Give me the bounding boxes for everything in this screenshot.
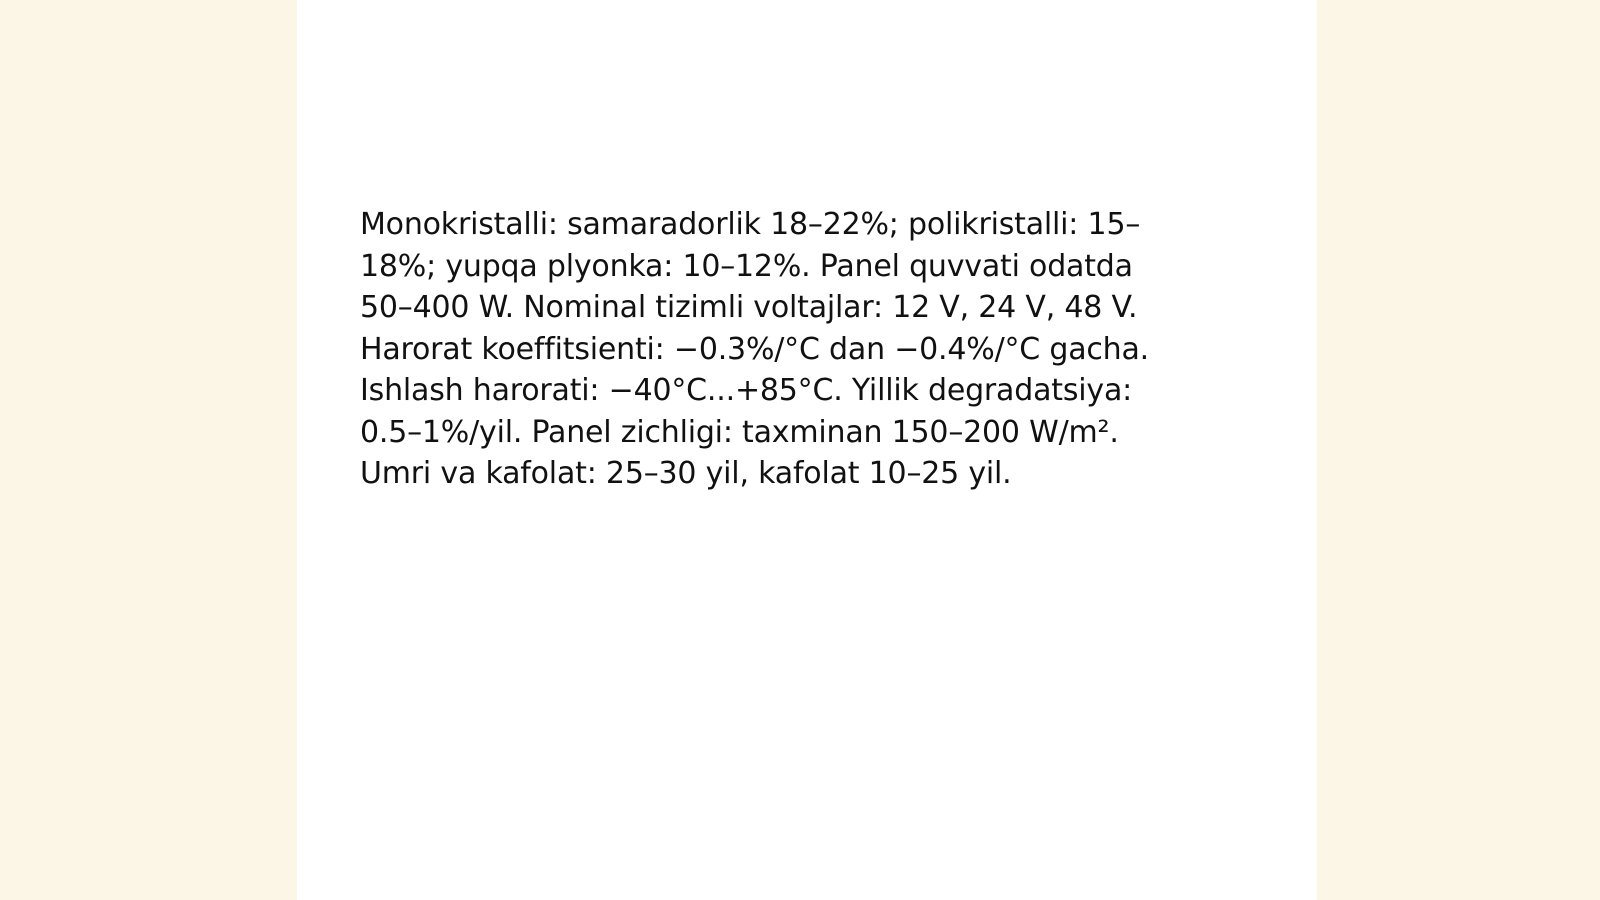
paragraph-line: Monokristalli: samaradorlik 18–22%; polikristalli: 15– — [360, 207, 1141, 242]
left-margin-background — [0, 0, 297, 900]
body-paragraph — [360, 204, 1230, 495]
right-margin-background — [1317, 0, 1600, 900]
paragraph-line: 18%; yupqa plyonka: 10–12%. Panel quvvati odatda — [360, 248, 1133, 284]
paragraph-line: 0.5–1%/yil. Panel zichligi: taxminan 150–200 W/m². — [360, 414, 1119, 450]
paragraph-line: Harorat koeffitsienti: −0.3%/°C dan −0.4%/°C gacha. — [360, 331, 1150, 367]
document-page — [297, 0, 1317, 900]
paragraph-line: Ishlash harorati: −40°C...+85°C. Yillik degradatsiya: — [360, 373, 1133, 408]
paragraph-line: 50–400 W. Nominal tizimli voltajlar: 12 V, 24 V, 48 V. — [360, 290, 1138, 325]
paragraph-line: Umri va kafolat: 25–30 yil, kafolat 10–25 yil. — [360, 456, 1012, 491]
